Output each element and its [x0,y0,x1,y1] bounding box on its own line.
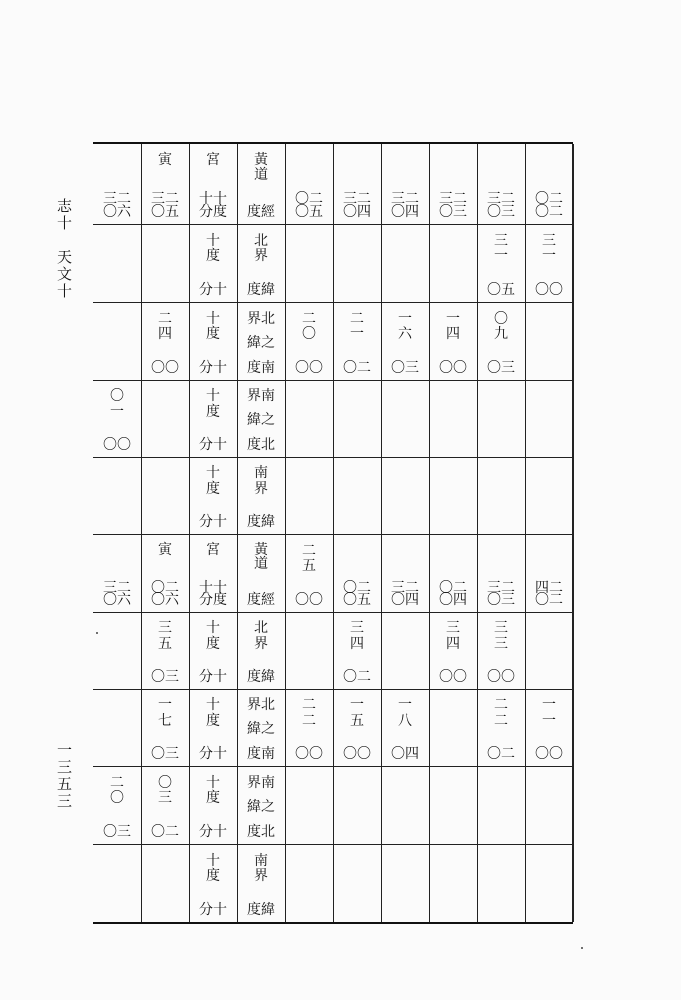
cell-text: 〇 [110,388,124,404]
cell-text: 分十 [199,669,227,685]
table-cell [189,224,237,302]
cell-text: 度 [206,248,220,264]
cell-text: 一 [446,311,460,327]
table-cell [189,380,237,457]
cell-text: 〇六 [103,204,131,220]
cell-text: 十 [206,233,220,249]
cell-text: 〇三 [103,824,131,840]
cell-text: 十 [206,465,220,481]
table-cell [285,457,333,534]
table-cell [237,612,285,689]
cell-text: 〇四 [391,592,419,608]
table-cell [333,534,381,612]
cell-text: 寅 [158,542,172,558]
table-cell [333,457,381,534]
table-cell [285,766,333,844]
cell-text: 度緯 [247,514,275,530]
cell-text: 四 [446,636,460,652]
cell-text: 三二 [103,191,131,207]
cell-text: 一 [110,404,124,420]
table-cell [429,224,477,302]
table-cell [141,380,189,457]
cell-text: 緯之 [247,721,275,737]
cell-text: 度 [206,868,220,884]
cell-text: 〇五 [151,204,179,220]
cell-text: 分十 [199,824,227,840]
table-cell [189,302,237,380]
table-cell [477,380,525,457]
table-cell [429,689,477,766]
table-cell [525,380,573,457]
table-cell [333,302,381,380]
cell-text: 分十 [199,437,227,453]
table-cell [381,534,429,612]
table-cell [93,144,141,224]
cell-text: 〇二 [343,360,371,376]
cell-text: 三二 [151,191,179,207]
table-cell [237,844,285,922]
cell-text: 〇五 [487,282,515,298]
table-cell [333,766,381,844]
cell-text: 界 [254,248,268,264]
cell-text: 一 [398,697,412,713]
table-cell [429,144,477,224]
cell-text: 五 [350,713,364,729]
cell-text: 黃 [254,152,268,168]
cell-text: 〇三 [487,204,515,220]
cell-text: 九 [494,326,508,342]
table-cell [525,302,573,380]
table-cell [141,689,189,766]
table-cell [429,457,477,534]
cell-text: 分度 [199,204,227,220]
cell-text: 三 [350,620,364,636]
cell-text: 分十 [199,902,227,918]
cell-text: 四 [158,326,172,342]
cell-text: 界南 [247,388,275,404]
cell-text: 界 [254,636,268,652]
cell-text: 分十 [199,746,227,762]
cell-text: 十 [206,775,220,791]
table-cell [141,612,189,689]
table-cell [477,224,525,302]
cell-text: 三二 [391,580,419,596]
cell-text: 三 [446,620,460,636]
table-cell [429,534,477,612]
cell-text: 〇三 [487,360,515,376]
speck [581,947,583,949]
table-cell [141,302,189,380]
cell-text: 三二 [391,191,419,207]
table-cell [93,534,141,612]
table-cell [93,766,141,844]
cell-text: 〇二 [535,191,563,207]
table-cell [429,766,477,844]
table-cell [333,224,381,302]
cell-text: 二 [302,311,316,327]
table-cell [237,534,285,612]
cell-text: 〇〇 [151,360,179,376]
cell-text: 〇 [302,326,316,342]
table-cell [525,612,573,689]
cell-text: 十十 [199,580,227,596]
cell-text: 〇 [158,775,172,791]
cell-text: 二 [302,543,316,559]
table-cell [333,689,381,766]
cell-text: 七 [158,713,172,729]
cell-text: 一 [542,248,556,264]
cell-text: 〇〇 [343,746,371,762]
cell-text: 〇五 [343,592,371,608]
table-cell [237,380,285,457]
cell-text: 〇四 [343,204,371,220]
cell-text: 三二 [487,580,515,596]
cell-text: 二 [350,311,364,327]
table-cell [477,302,525,380]
table-cell [381,302,429,380]
cell-text: 度緯 [247,669,275,685]
table-cell [381,612,429,689]
table-cell [429,302,477,380]
table-cell [285,380,333,457]
cell-text: 緯之 [247,412,275,428]
cell-text: 界北 [247,311,275,327]
cell-text: 二 [494,713,508,729]
cell-text: 二 [302,697,316,713]
table-cell [141,457,189,534]
table-cell [333,380,381,457]
cell-text: 五 [158,636,172,652]
cell-text: 三二 [439,191,467,207]
cell-text: 六 [398,326,412,342]
table-cell [93,224,141,302]
table-cell [285,224,333,302]
cell-text: 宮 [206,152,220,168]
table-cell [237,766,285,844]
table-cell [237,302,285,380]
cell-text: 十 [206,311,220,327]
cell-text: 度北 [247,437,275,453]
cell-text: 度 [206,713,220,729]
cell-text: 〇四 [391,746,419,762]
table-cell [477,457,525,534]
table-cell [189,144,237,224]
table-cell [285,144,333,224]
cell-text: 度 [206,481,220,497]
cell-text: 南 [254,853,268,869]
table-cell [525,144,573,224]
cell-text: 界南 [247,775,275,791]
table-cell [381,689,429,766]
cell-text: 道 [254,167,268,183]
table-cell [477,844,525,922]
cell-text: 二 [494,697,508,713]
table-cell [285,612,333,689]
cell-text: 〇三 [439,204,467,220]
cell-text: 十 [206,620,220,636]
table-cell [429,844,477,922]
table-cell [333,844,381,922]
table-cell [381,144,429,224]
cell-text: 一 [542,697,556,713]
cell-text: 宮 [206,542,220,558]
cell-text: 一 [398,311,412,327]
table-cell [93,380,141,457]
cell-text: 四二 [535,580,563,596]
cell-text: 度 [206,326,220,342]
cell-text: 三 [158,790,172,806]
cell-text: 〇二 [295,191,323,207]
cell-text: 〇二 [439,580,467,596]
cell-text: 〇六 [103,592,131,608]
cell-text: 〇三 [151,746,179,762]
cell-text: 〇三 [151,669,179,685]
cell-text: 〇 [494,311,508,327]
table-cell [381,766,429,844]
cell-text: 寅 [158,152,172,168]
data-table [93,142,573,924]
table-cell [429,612,477,689]
cell-text: 度經 [247,592,275,608]
cell-text: 一 [494,248,508,264]
table-cell [525,766,573,844]
speck [96,632,98,634]
cell-text: 度緯 [247,282,275,298]
table-cell [525,844,573,922]
cell-text: 〇〇 [295,592,323,608]
table-cell [429,380,477,457]
cell-text: 〇四 [439,592,467,608]
cell-text: 〇〇 [295,360,323,376]
cell-text: 分十 [199,514,227,530]
cell-text: 〇〇 [439,669,467,685]
cell-text: 〇三 [391,360,419,376]
cell-text: 三 [542,233,556,249]
cell-text: 一 [350,326,364,342]
cell-text: 五 [302,558,316,574]
table-cell [93,457,141,534]
cell-text: 四 [350,636,364,652]
cell-text: 道 [254,556,268,572]
cell-text: 三 [494,636,508,652]
table-cell [525,224,573,302]
cell-text: 〇〇 [535,746,563,762]
cell-text: 〇五 [295,204,323,220]
table-cell [285,534,333,612]
cell-text: 十十 [199,191,227,207]
cell-text: 〇〇 [439,360,467,376]
table-cell [477,766,525,844]
table-cell [93,302,141,380]
table-cell [189,457,237,534]
cell-text: 界北 [247,697,275,713]
cell-text: 十 [206,697,220,713]
table-cell [141,844,189,922]
cell-text: 北 [254,620,268,636]
cell-text: 分十 [199,360,227,376]
cell-text: 三 [494,620,508,636]
cell-text: 〇〇 [487,669,515,685]
cell-text: 〇二 [535,204,563,220]
table-cell [189,844,237,922]
cell-text: 〇〇 [295,746,323,762]
page-number: 一三五三 [55,742,73,810]
cell-text: 〇二 [343,580,371,596]
table-cell [381,224,429,302]
cell-text: 南 [254,465,268,481]
cell-text: 一 [350,697,364,713]
table-cell [189,689,237,766]
cell-text: 緯之 [247,799,275,815]
table-cell [285,844,333,922]
cell-text: 三二 [343,191,371,207]
cell-text: 〇二 [535,592,563,608]
table-cell [93,689,141,766]
cell-text: 〇二 [343,669,371,685]
cell-text: 八 [398,713,412,729]
cell-text: 〇三 [487,592,515,608]
cell-text: 〇四 [391,204,419,220]
table-cell [285,689,333,766]
table-cell [381,380,429,457]
cell-text: 度南 [247,360,275,376]
table-cell [525,689,573,766]
table-cell [477,534,525,612]
table-cell [477,689,525,766]
table-cell [93,844,141,922]
cell-text: 度 [206,636,220,652]
table-cell [141,534,189,612]
cell-text: 界 [254,868,268,884]
table-cell [333,144,381,224]
cell-text: 度緯 [247,902,275,918]
table-cell [237,689,285,766]
table-cell [333,612,381,689]
cell-text: 三二 [487,191,515,207]
cell-text: 三 [494,233,508,249]
cell-text: 〇〇 [103,437,131,453]
cell-text: 〇 [110,790,124,806]
cell-text: 十 [206,388,220,404]
table-cell [381,844,429,922]
cell-text: 一 [158,697,172,713]
cell-text: 度 [206,790,220,806]
table-cell [141,224,189,302]
cell-text: 度 [206,404,220,420]
cell-text: 〇二 [151,824,179,840]
table-cell [237,224,285,302]
table-cell [189,612,237,689]
cell-text: 〇六 [151,592,179,608]
cell-text: 黃 [254,542,268,558]
cell-text: 緯之 [247,335,275,351]
cell-text: 〇二 [487,746,515,762]
cell-text: 度北 [247,824,275,840]
cell-text: 界 [254,481,268,497]
cell-text: 二 [110,775,124,791]
table-cell [141,766,189,844]
table-cell [285,302,333,380]
table-cell [525,457,573,534]
cell-text: 分度 [199,592,227,608]
cell-text: 度經 [247,204,275,220]
cell-text: 一 [542,713,556,729]
table-cell [189,534,237,612]
table-cell [477,612,525,689]
table-cell [381,457,429,534]
cell-text: 十 [206,853,220,869]
cell-text: 度南 [247,746,275,762]
table-cell [237,144,285,224]
cell-text: 〇〇 [535,282,563,298]
table-cell [141,144,189,224]
cell-text: 三二 [103,580,131,596]
cell-text: 北 [254,233,268,249]
cell-text: 三 [158,620,172,636]
cell-text: 二 [158,311,172,327]
table-cell [189,766,237,844]
cell-text: 分十 [199,282,227,298]
cell-text: 二 [302,713,316,729]
cell-text: 〇二 [151,580,179,596]
running-header: 志十 天文十 [55,198,73,300]
table-cell [93,612,141,689]
cell-text: 四 [446,326,460,342]
table-cell [237,457,285,534]
table-cell [525,534,573,612]
table-cell [477,144,525,224]
